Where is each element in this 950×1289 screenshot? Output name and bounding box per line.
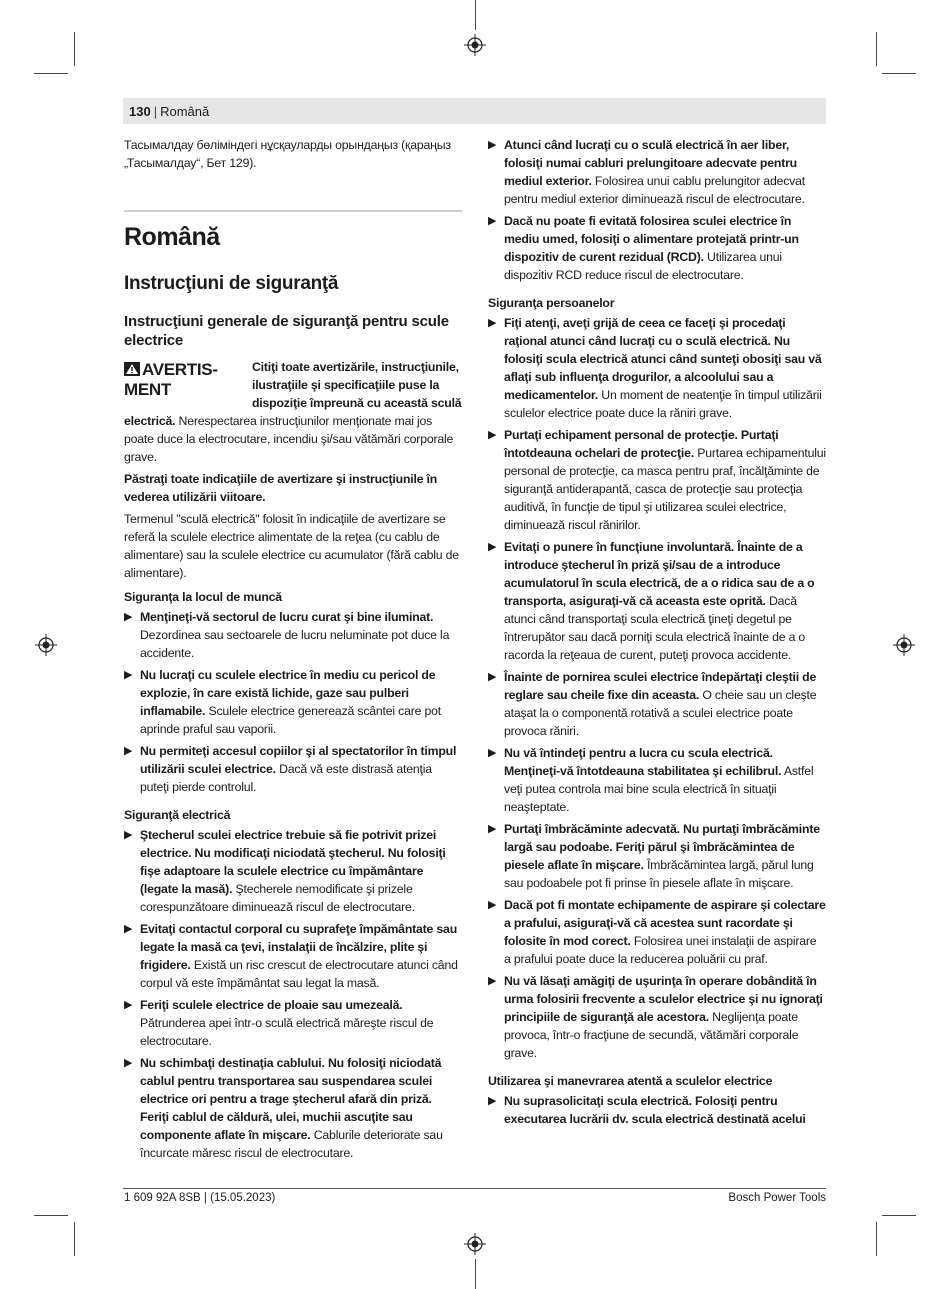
keep-instructions [124,470,462,506]
warning-label [124,360,252,400]
crop-mark [876,32,877,66]
crop-mark [475,0,476,30]
list-item [124,608,462,662]
item-text: Pătrunderea apei într-o sculă electrică măreşte riscul de electrocutare. [140,1016,434,1048]
item-text: Dezordinea sau sectoarele de lucru neluminate pot duce la accidente. [140,628,450,660]
item-bold: Dacă nu poate fi evitată folosirea sculei electrice în mediu umed, folosiţi o alimentare protejată printr-un dispozitiv de curent rezidual (RCD). [504,214,799,264]
item-bold: Nu lucraţi cu sculele electrice în mediu cu pericol de explozie, în care există lichide, gaze sau pulberi inflamabile. [140,668,436,718]
item-bold: Ştecherul sculei electrice trebuie să fie potrivit prizei electrice. Nu modificaţi niciodată ştecherul. Nu folosiţi fişe adaptoare la sculele electrice cu împământare (legate la masă). [140,828,446,896]
header-separator: | [153,104,158,119]
term-definition: Termenul "sculă electrică" folosit în indicaţiile de avertizare se referă la sculele electrice alimentate de la reţea (cu cablu de alimentare) sau la sculele electrice cu acumulator (fără cablu de alimentare). [124,512,459,580]
list-item [124,826,462,916]
list-item [488,668,826,740]
list-item [124,920,462,992]
triangle-right-icon: ▶ [124,611,133,623]
item-text: Îmbrăcămintea largă, părul lung sau podoabele pot fi prinse în piesele aflate în mişcare. [504,858,814,890]
warning-bold-text: Citiţi toate avertizările, instrucţiunile, ilustraţiile şi specificaţiile puse la dispoziţie împreună cu această sculă electrică. [124,360,462,428]
item-bold: Atunci când lucraţi cu o sculă electrică în aer liber, folosiţi numai cabluri prelungitoare adecvate pentru mediul exterior. [504,138,797,188]
crop-mark [74,32,75,66]
registration-mark-icon [464,1233,486,1255]
item-text: Sculele electrice generează scântei care pot aprinde praful sau vaporii. [140,704,441,736]
item-text: Dacă atunci când transportaţi scula electrică ţineţi degetul pe întrerupător sau dacă porniţi scula electrică înainte de a o racorda la reţeaua de curent, puteţi provoca accidente. [504,594,806,662]
item-bold: Nu suprasolicitaţi scula electrică. Folosiţi pentru executarea lucrării dv. scula electrică destinată acelui [504,1094,806,1126]
item-text: Neglijenţa poate provoca, într-o fracţiune de secundă, vătămări corporale grave. [504,1010,799,1060]
triangle-right-icon: ▶ [488,1095,497,1107]
triangle-right-icon: ▶ [488,215,497,227]
item-bold: Nu schimbaţi destinaţia cablului. Nu folosiţi niciodată cablul pentru transportarea sau suspendarea sculei electrice ori pentru a trage ştecherul afară din priză. Feriţi cablul de căldură, ulei, muchii ascuţite sau componente aflate în mişcare. [140,1056,442,1142]
item-text: Astfel veţi putea controla mai bine scula electrică în situaţii neaşteptate. [504,764,814,814]
item-text: Folosirea unui cablu prelungitor adecvat pentru mediul exterior diminuează riscul de electrocutare. [504,174,805,206]
subheading-tool-use: Utilizarea şi manevrarea atentă a sculelor electrice [488,1074,773,1088]
keep-instructions-text: Păstraţi toate indicaţiile de avertizare şi instrucţiunile în vederea utilizării viitoare. [124,472,438,504]
safety-title: Instrucţiuni de siguranţă [124,273,339,294]
workplace-list [124,608,462,796]
triangle-right-icon: ▶ [124,923,133,935]
crop-mark [882,73,916,74]
personal-list [488,314,826,1062]
item-text: Folosirea unei instalaţii de aspirare a prafului poate duce la reducerea poluării cu praf. [504,934,817,966]
section-title: Română [124,223,220,251]
right-column [488,136,826,1132]
list-item [488,972,826,1062]
item-text: Un moment de neatenţie în timpul utilizării sculelor electrice poate duce la răniri grave. [504,388,822,420]
list-item [488,538,826,664]
registration-mark-icon [464,34,486,56]
item-text: Cablurile deteriorate sau încurcate măresc riscul de electrocutare. [140,1128,443,1160]
crop-mark [34,73,68,74]
list-item [488,136,826,208]
triangle-right-icon: ▶ [488,747,497,759]
triangle-right-icon: ▶ [124,829,133,841]
crop-mark [475,1259,476,1289]
subheading-personal: Siguranţa persoanelor [488,296,615,310]
list-item [488,212,826,284]
crop-mark [74,1222,75,1256]
footer-divider [123,1188,826,1189]
warning-block [124,358,462,466]
item-bold: Purtaţi echipament personal de protecţie. Purtaţi întotdeauna ochelari de protecţie. [504,428,779,460]
item-bold: Înainte de pornirea sculei electrice îndepărtaţi cleştii de reglare sau cheile fixe din aceasta. [504,670,817,702]
item-bold: Nu permiteţi accesul copiilor şi al spectatorilor în timpul utilizării sculei electrice. [140,744,457,776]
triangle-right-icon: ▶ [124,745,133,757]
item-bold: Nu vă întindeţi pentru a lucra cu scula electrică. Menţineţi-vă întotdeauna stabilitatea şi echilibrul. [504,746,782,778]
list-item [124,1054,462,1162]
item-bold: Evitaţi o punere în funcţiune involuntară. Înainte de a introduce ştecherul în priză şi/sau de a introduce acumulatorul în scula electrică, de a o ridica sau de a o transporta, asiguraţi-vă că aceasta este oprită. [504,540,815,608]
triangle-right-icon: ▶ [488,671,497,683]
triangle-right-icon: ▶ [488,139,497,151]
warning-triangle-icon [124,362,140,376]
triangle-right-icon: ▶ [488,975,497,987]
registration-mark-icon [35,634,57,656]
list-item [124,666,462,738]
header-language: Română [160,104,210,119]
list-item [124,742,462,796]
subheading-workplace: Siguranţa la locul de muncă [124,590,282,604]
registration-mark-icon [893,634,915,656]
triangle-right-icon: ▶ [488,541,497,553]
item-text: O cheie sau un cleşte ataşat la o componentă rotativă a sculei electrice poate provoca răniri. [504,688,817,738]
item-text: Ştecherele nemodificate şi prizele corespunzătoare diminuează riscul de electrocutare. [140,882,415,914]
triangle-right-icon: ▶ [124,669,133,681]
list-item [488,896,826,968]
subheading-electrical: Siguranţă electrică [124,808,231,822]
list-item [488,820,826,892]
item-text: Există un risc crescut de electrocutare atunci când corpul vă este împământat sau legat la masă. [140,958,458,990]
page-header-bar [123,98,826,124]
item-bold: Evitaţi contactul corporal cu suprafeţe împământate sau legate la masă ca ţevi, instalaţii de încălzire, plite şi frigidere. [140,922,458,972]
item-bold: Fiţi atenţi, aveţi grijă de ceea ce faceţi şi procedaţi raţional atunci când lucraţi cu o sculă electrică. Nu folosiţi scula electrică atunci când sunteţi obosiţi sau vă aflaţi sub influenţa drogurilor, a alcoolului sau a medicamentelor. [504,316,822,402]
triangle-right-icon: ▶ [488,317,497,329]
crop-mark [882,1215,916,1216]
triangle-right-icon: ▶ [488,823,497,835]
list-item [488,314,826,422]
intro-paragraph: Тасымалдау бөліміндегі нұсқауларды орындаңыз (қараңыз „Тасымалдау“, Бет 129). [124,138,451,170]
general-safety-title: Instrucţiuni generale de siguranţă pentru scule electrice [124,313,449,349]
item-bold: Nu vă lăsaţi amăgiţi de uşurinţa în operare dobândită în urma folosirii frecvente a sculelor electrice şi nu ignoraţi principiile de siguranţă ale acestora. [504,974,823,1024]
tool-use-list [488,1092,826,1128]
page-header [129,104,209,120]
triangle-right-icon: ▶ [488,899,497,911]
item-text: Utilizarea unui dispozitiv RCD reduce riscul de electrocutare. [504,250,782,282]
triangle-right-icon: ▶ [488,429,497,441]
item-bold: Menţineţi-vă sectorul de lucru curat şi bine iluminat. [140,610,434,624]
electrical-list-continued [488,136,826,284]
footer-doc-id: 1 609 92A 8SB | (15.05.2023) [124,1192,276,1204]
left-column [124,136,462,1166]
triangle-right-icon: ▶ [124,999,133,1011]
warning-label-text: AVERTIS-MENT [124,360,218,399]
item-bold: Feriţi sculele electrice de ploaie sau umezeală. [140,998,403,1012]
triangle-right-icon: ▶ [124,1057,133,1069]
item-text: Dacă vă este distrasă atenţia puteţi pierde controlul. [140,762,432,794]
crop-mark [34,1215,68,1216]
item-bold: Purtaţi îmbrăcăminte adecvată. Nu purtaţi îmbrăcăminte largă sau podoabe. Feriţi părul şi îmbrăcămintea de piesele aflate în mişcare. [504,822,820,872]
page-number: 130 [129,104,151,119]
crop-mark [876,1222,877,1256]
list-item [488,1092,826,1128]
item-text: Purtarea echipamentului personal de protecţie, ca masca pentru praf, încălţăminte de siguranţă antiderapantă, casca de protecţie sau protecţia auditivă, în funcţie de tipul şi utilizarea sculei electrice, diminuează riscul rănirilor. [504,446,826,532]
footer-brand: Bosch Power Tools [728,1192,826,1204]
list-item [488,426,826,534]
list-item [488,744,826,816]
list-item [124,996,462,1050]
warning-text: Nerespectarea instrucţiunilor menţionate mai jos poate duce la electrocutare, incendiu şi/sau vătămări corporale grave. [124,414,454,464]
electrical-list [124,826,462,1162]
section-divider [124,210,462,212]
item-bold: Dacă pot fi montate echipamente de aspirare şi colectare a prafului, asiguraţi-vă că acestea sunt racordate şi folosite în mod corect. [504,898,826,948]
